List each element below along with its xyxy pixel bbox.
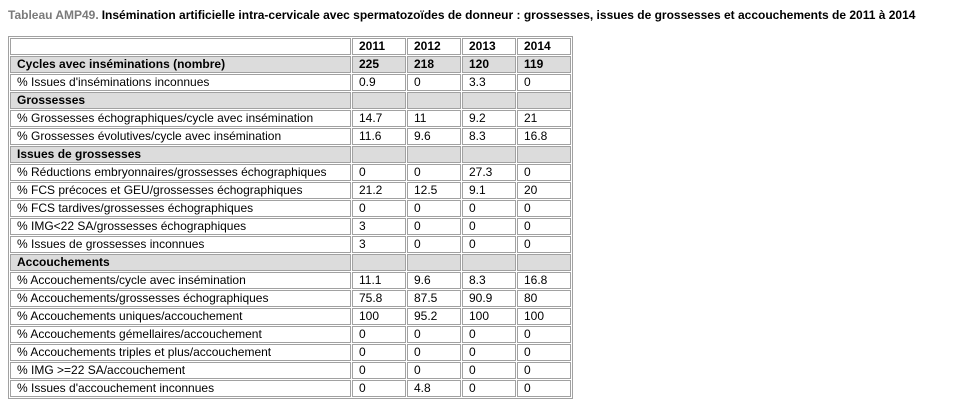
table-row xyxy=(10,200,571,217)
section-row xyxy=(10,92,571,109)
cell-value: 100 xyxy=(517,308,571,325)
cell-value: 0 xyxy=(462,236,516,253)
cell-value: 0 xyxy=(352,362,406,379)
cell-value: 0 xyxy=(517,344,571,361)
cell-value: 0 xyxy=(517,326,571,343)
cell-value: 21 xyxy=(517,110,571,127)
cell-value xyxy=(462,92,516,109)
cell-value: 0 xyxy=(352,200,406,217)
table-header xyxy=(10,38,571,55)
table-row xyxy=(10,290,571,307)
cell-value: 0 xyxy=(352,380,406,397)
cell-value xyxy=(462,254,516,271)
table-title-text: Insémination artificielle intra-cervicale avec spermatozoïdes de donneur : grossesses, issues de grossesses et accouchements de 2011 à 2014 xyxy=(101,8,916,22)
cell-value: 27.3 xyxy=(462,164,516,181)
cell-value xyxy=(407,146,461,163)
table-row xyxy=(10,326,571,343)
row-label: % Issues d'inséminations inconnues xyxy=(10,74,351,91)
cell-value: 225 xyxy=(352,56,406,73)
table-row xyxy=(10,218,571,235)
cell-value: 0 xyxy=(352,344,406,361)
row-label: Cycles avec inséminations (nombre) xyxy=(10,56,351,73)
cell-value: 16.8 xyxy=(517,128,571,145)
cell-value: 0 xyxy=(352,164,406,181)
cell-value xyxy=(517,254,571,271)
row-label: % Issues d'accouchement inconnues xyxy=(10,380,351,397)
cell-value: 0 xyxy=(462,200,516,217)
cell-value: 0 xyxy=(462,218,516,235)
cell-value: 100 xyxy=(462,308,516,325)
year-header: 2012 xyxy=(407,38,461,55)
cell-value: 9.6 xyxy=(407,128,461,145)
cell-value: 95.2 xyxy=(407,308,461,325)
cell-value: 0 xyxy=(407,236,461,253)
cell-value: 12.5 xyxy=(407,182,461,199)
row-label: % Réductions embryonnaires/grossesses échographiques xyxy=(10,164,351,181)
table-row xyxy=(10,344,571,361)
table-row xyxy=(10,308,571,325)
year-header-row xyxy=(10,38,571,55)
cell-value: 3 xyxy=(352,218,406,235)
row-label: % Issues de grossesses inconnues xyxy=(10,236,351,253)
corner-cell xyxy=(10,38,351,55)
table-row xyxy=(10,182,571,199)
cell-value: 80 xyxy=(517,290,571,307)
cell-value: 0 xyxy=(352,326,406,343)
cell-value: 218 xyxy=(407,56,461,73)
cell-value: 0 xyxy=(407,326,461,343)
cell-value: 0.9 xyxy=(352,74,406,91)
cell-value: 0 xyxy=(517,200,571,217)
table-row xyxy=(10,74,571,91)
row-label: % Accouchements gémellaires/accouchement xyxy=(10,326,351,343)
row-label: Issues de grossesses xyxy=(10,146,351,163)
row-label: % FCS précoces et GEU/grossesses échographiques xyxy=(10,182,351,199)
cell-value: 9.1 xyxy=(462,182,516,199)
row-label: % Accouchements uniques/accouchement xyxy=(10,308,351,325)
cell-value: 11 xyxy=(407,110,461,127)
cell-value: 0 xyxy=(517,380,571,397)
cell-value: 0 xyxy=(462,362,516,379)
cell-value: 0 xyxy=(517,362,571,379)
cell-value: 119 xyxy=(517,56,571,73)
year-header: 2013 xyxy=(462,38,516,55)
cell-value xyxy=(517,92,571,109)
year-header: 2011 xyxy=(352,38,406,55)
cell-value: 20 xyxy=(517,182,571,199)
table-row xyxy=(10,272,571,289)
row-label: % FCS tardives/grossesses échographiques xyxy=(10,200,351,217)
cell-value xyxy=(352,92,406,109)
table-body xyxy=(10,56,571,397)
cell-value: 0 xyxy=(462,344,516,361)
section-row xyxy=(10,146,571,163)
cell-value: 9.2 xyxy=(462,110,516,127)
cell-value: 8.3 xyxy=(462,128,516,145)
row-label: % Accouchements triples et plus/accouchement xyxy=(10,344,351,361)
cell-value: 0 xyxy=(407,164,461,181)
cell-value: 0 xyxy=(407,218,461,235)
cell-value: 100 xyxy=(352,308,406,325)
table-row xyxy=(10,56,571,73)
cell-value: 0 xyxy=(407,200,461,217)
cell-value xyxy=(462,146,516,163)
cell-value: 75.8 xyxy=(352,290,406,307)
row-label: % Accouchements/cycle avec insémination xyxy=(10,272,351,289)
table-row xyxy=(10,128,571,145)
cell-value: 120 xyxy=(462,56,516,73)
cell-value: 14.7 xyxy=(352,110,406,127)
cell-value: 0 xyxy=(462,380,516,397)
table-title xyxy=(8,8,970,23)
section-row xyxy=(10,254,571,271)
cell-value: 0 xyxy=(517,236,571,253)
row-label: % Accouchements/grossesses échographiques xyxy=(10,290,351,307)
cell-value: 0 xyxy=(407,74,461,91)
row-label: % IMG >=22 SA/accouchement xyxy=(10,362,351,379)
cell-value xyxy=(517,146,571,163)
cell-value xyxy=(352,254,406,271)
cell-value: 3.3 xyxy=(462,74,516,91)
cell-value: 3 xyxy=(352,236,406,253)
row-label: % Grossesses échographiques/cycle avec insémination xyxy=(10,110,351,127)
cell-value: 4.8 xyxy=(407,380,461,397)
cell-value: 0 xyxy=(407,344,461,361)
table-row xyxy=(10,362,571,379)
cell-value: 21.2 xyxy=(352,182,406,199)
cell-value: 0 xyxy=(462,326,516,343)
cell-value: 87.5 xyxy=(407,290,461,307)
cell-value: 0 xyxy=(407,362,461,379)
row-label: % Grossesses évolutives/cycle avec insémination xyxy=(10,128,351,145)
cell-value: 11.6 xyxy=(352,128,406,145)
cell-value: 90.9 xyxy=(462,290,516,307)
cell-value xyxy=(407,92,461,109)
year-header: 2014 xyxy=(517,38,571,55)
table-row xyxy=(10,110,571,127)
cell-value: 8.3 xyxy=(462,272,516,289)
cell-value xyxy=(407,254,461,271)
cell-value: 9.6 xyxy=(407,272,461,289)
table-row xyxy=(10,380,571,397)
cell-value: 11.1 xyxy=(352,272,406,289)
table-number-label: Tableau AMP49. xyxy=(8,8,99,22)
cell-value xyxy=(352,146,406,163)
cell-value: 16.8 xyxy=(517,272,571,289)
amp49-table xyxy=(8,36,573,399)
cell-value: 0 xyxy=(517,164,571,181)
row-label: Grossesses xyxy=(10,92,351,109)
cell-value: 0 xyxy=(517,74,571,91)
table-row xyxy=(10,236,571,253)
cell-value: 0 xyxy=(517,218,571,235)
row-label: % IMG<22 SA/grossesses échographiques xyxy=(10,218,351,235)
row-label: Accouchements xyxy=(10,254,351,271)
table-row xyxy=(10,164,571,181)
